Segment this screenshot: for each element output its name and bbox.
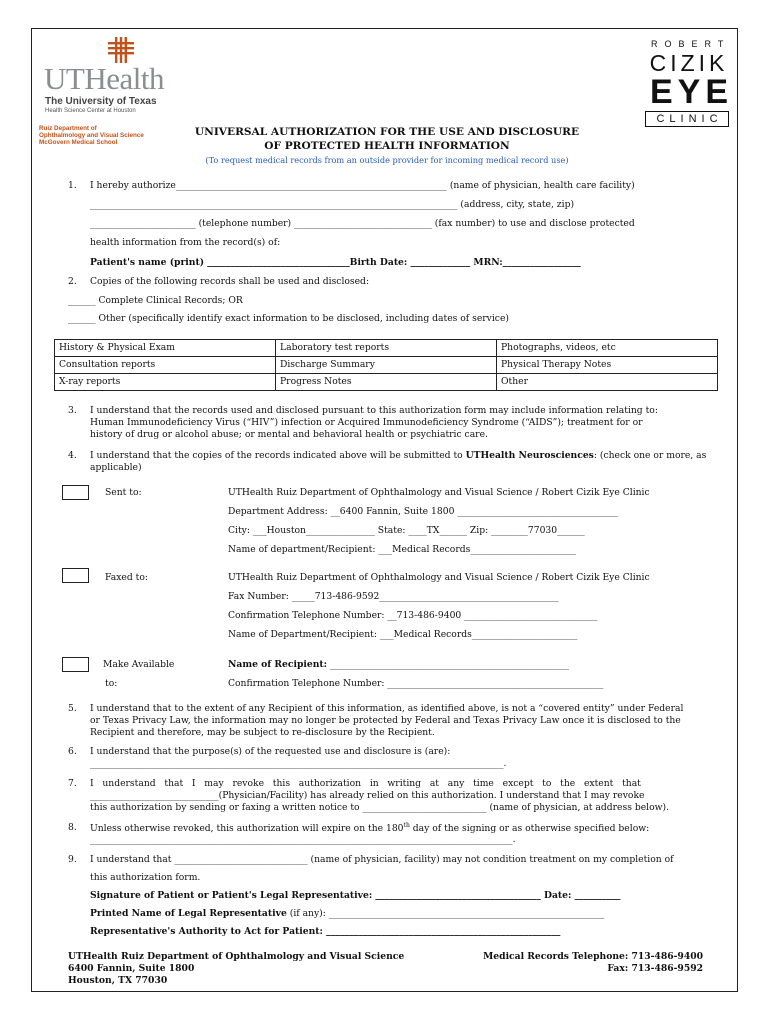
table-cell[interactable]: History & Physical Exam — [55, 340, 276, 357]
table-cell[interactable]: Discharge Summary — [276, 357, 497, 374]
hiv-notice-line2: Human Immunodeficiency Virus (“HIV”) infection or Acquired Immunodeficiency Syndrome (“AIDS”); treatment for or — [90, 417, 643, 428]
purpose-blank[interactable]: __________________________________________________________________________________________. — [90, 758, 507, 769]
item-number: 8. — [68, 822, 77, 833]
sent-to-recipient: UTHealth Ruiz Department of Ophthalmology and Visual Science / Robert Cizik Eye Clinic — [228, 487, 650, 498]
redisclosure-line1: I understand that to the extent of any Recipient of this information, as identified above, is not a “covered entity” under Federal — [90, 703, 684, 714]
sent-to-checkbox[interactable] — [62, 485, 89, 500]
signature-line[interactable]: Signature of Patient or Patient's Legal Representative: ____________________________________ Date: __________ — [90, 890, 621, 901]
recipient-confirmation-line[interactable]: Confirmation Telephone Number: _______________________________________________ — [228, 678, 604, 689]
make-available-checkbox[interactable] — [62, 657, 89, 672]
item-number: 5. — [68, 703, 77, 714]
item-number: 7. — [68, 778, 77, 789]
table-cell[interactable]: X-ray reports — [55, 374, 276, 391]
table-row — [55, 374, 718, 391]
confirmation-phone-line[interactable]: Confirmation Telephone Number: __713-486-9400 _____________________________ — [228, 610, 598, 621]
sent-to-address[interactable]: Department Address: __6400 Fannin, Suite 1800 ___________________________________ — [228, 506, 619, 517]
footer-city: Houston, TX 77030 — [68, 975, 168, 986]
complete-records-option[interactable]: ______ Complete Clinical Records; OR — [68, 295, 243, 306]
hsc-name: Health Science Center at Houston — [45, 108, 136, 114]
sent-to-label: Sent to: — [105, 487, 142, 498]
table-cell[interactable]: Consultation reports — [55, 357, 276, 374]
applicable-note: applicable) — [90, 462, 142, 473]
footer-dept: UTHealth Ruiz Department of Ophthalmology and Visual Science — [68, 951, 405, 962]
redisclosure-line3: Recipient and therefore, may be subject to re-disclosure by the Recipient. — [90, 727, 435, 738]
revoke-line2[interactable]: ____________________________(Physician/Facility) has already relied on this authorization. I understand that I may revoke — [90, 790, 645, 801]
condition-line[interactable]: I understand that _____________________________ (name of physician, facility) may not condition treatment on my completion of — [90, 854, 674, 865]
hiv-notice-line1: I understand that the records used and disclosed pursuant to this authorization form may include information relating to: — [90, 405, 658, 416]
form-title-line2: OF PROTECTED HEALTH INFORMATION — [264, 140, 510, 152]
sent-to-city[interactable]: City: ___Houston_______________ State: ____TX______ Zip: ________77030______ — [228, 525, 585, 536]
fax-number-line[interactable]: Fax Number: _____713-486-9592_______________________________________ — [228, 591, 559, 602]
uthealth-wordmark: UTHealth — [44, 61, 164, 96]
item-number: 9. — [68, 854, 77, 865]
recipient-name-line[interactable]: Name of Recipient: ____________________________________________________ — [228, 659, 569, 670]
table-cell[interactable]: Photographs, videos, etc — [497, 340, 718, 357]
phone-fax-line[interactable]: _______________________ (telephone number) ______________________________ (fax number) to use and disclose protected — [90, 218, 635, 229]
records-of-line: health information from the record(s) of: — [90, 237, 281, 248]
hiv-notice-line3: history of drug or alcohol abuse; or mental and behavioral health or psychiatric care. — [90, 429, 488, 440]
make-available-label-to: to: — [105, 678, 118, 689]
item-number: 4. — [68, 450, 77, 461]
table-cell[interactable]: Progress Notes — [276, 374, 497, 391]
patient-info-line[interactable]: Patient's name (print) _______________________________Birth Date: _____________ MRN:_________________ — [90, 257, 581, 268]
address-line[interactable]: ________________________________________________________________________________ (address, city, state, zip) — [90, 199, 575, 210]
redisclosure-line2: or Texas Privacy Law, the information may no longer be protected by Federal and Texas Privacy Law once it is disclosed to the — [90, 715, 681, 726]
form-subtitle: (To request medical records from an outside provider for incoming medical record use) — [205, 155, 569, 165]
table-row — [55, 357, 718, 374]
item-number: 6. — [68, 746, 77, 757]
records-table — [54, 339, 718, 391]
university-name: The University of Texas — [45, 96, 157, 107]
footer-fax: Fax: 713-486-9592 — [607, 963, 703, 974]
item-number: 2. — [68, 276, 77, 287]
submitted-to-line: I understand that the copies of the records indicated above will be submitted to UTHealth Neurosciences: (check one or more, as — [90, 450, 707, 461]
department-name: Ruiz Department of Ophthalmology and Visual Science McGovern Medical School — [39, 125, 144, 147]
make-available-label: Make Available — [103, 659, 175, 670]
purpose-line: I understand that the purpose(s) of the requested use and disclosure is (are): — [90, 746, 451, 757]
sent-to-department[interactable]: Name of department/Recipient: ___Medical Records_______________________ — [228, 544, 576, 555]
faxed-to-department[interactable]: Name of Department/Recipient: ___Medical Records_______________________ — [228, 629, 578, 640]
faxed-to-checkbox[interactable] — [62, 568, 89, 583]
expiration-line: Unless otherwise revoked, this authorization will expire on the 180th day of the signing or as otherwise specified below: — [90, 822, 650, 835]
revoke-line3[interactable]: this authorization by sending or faxing a written notice to ___________________________ (name of physician, at address below). — [90, 802, 669, 813]
footer-address: 6400 Fannin, Suite 1800 — [68, 963, 195, 974]
table-cell[interactable]: Other — [497, 374, 718, 391]
revoke-line1: I understand that I may revoke this authorization in writing at any time except to the extent that — [90, 778, 641, 789]
item-number: 1. — [68, 180, 77, 191]
footer-phone: Medical Records Telephone: 713-486-9400 — [483, 951, 703, 962]
faxed-to-label: Faxed to: — [105, 572, 148, 583]
table-row — [55, 340, 718, 357]
cizik-eye-clinic-logo: ROBERT CIZIK EYE CLINIC — [645, 39, 729, 127]
condition-line2: this authorization form. — [90, 872, 201, 883]
printed-name-line[interactable]: Printed Name of Legal Representative (if any): ____________________________________________________________ — [90, 908, 605, 919]
table-cell[interactable]: Laboratory test reports — [276, 340, 497, 357]
faxed-to-recipient: UTHealth Ruiz Department of Ophthalmology and Visual Science / Robert Cizik Eye Clinic — [228, 572, 650, 583]
authorize-line[interactable]: I hereby authorize___________________________________________________________ (name of physician, health care facility) — [90, 180, 635, 191]
table-cell[interactable]: Physical Therapy Notes — [497, 357, 718, 374]
copies-line: Copies of the following records shall be used and disclosed: — [90, 276, 370, 287]
authorization-form — [31, 28, 738, 992]
form-title-line1: UNIVERSAL AUTHORIZATION FOR THE USE AND DISCLOSURE — [194, 126, 580, 138]
item-number: 3. — [68, 405, 77, 416]
expiration-blank[interactable]: ____________________________________________________________________________________________. — [90, 834, 516, 845]
other-records-option[interactable]: ______ Other (specifically identify exact information to be disclosed, including dates of service) — [68, 313, 509, 324]
authority-line[interactable]: Representative's Authority to Act for Patient: ___________________________________________________ — [90, 926, 561, 937]
